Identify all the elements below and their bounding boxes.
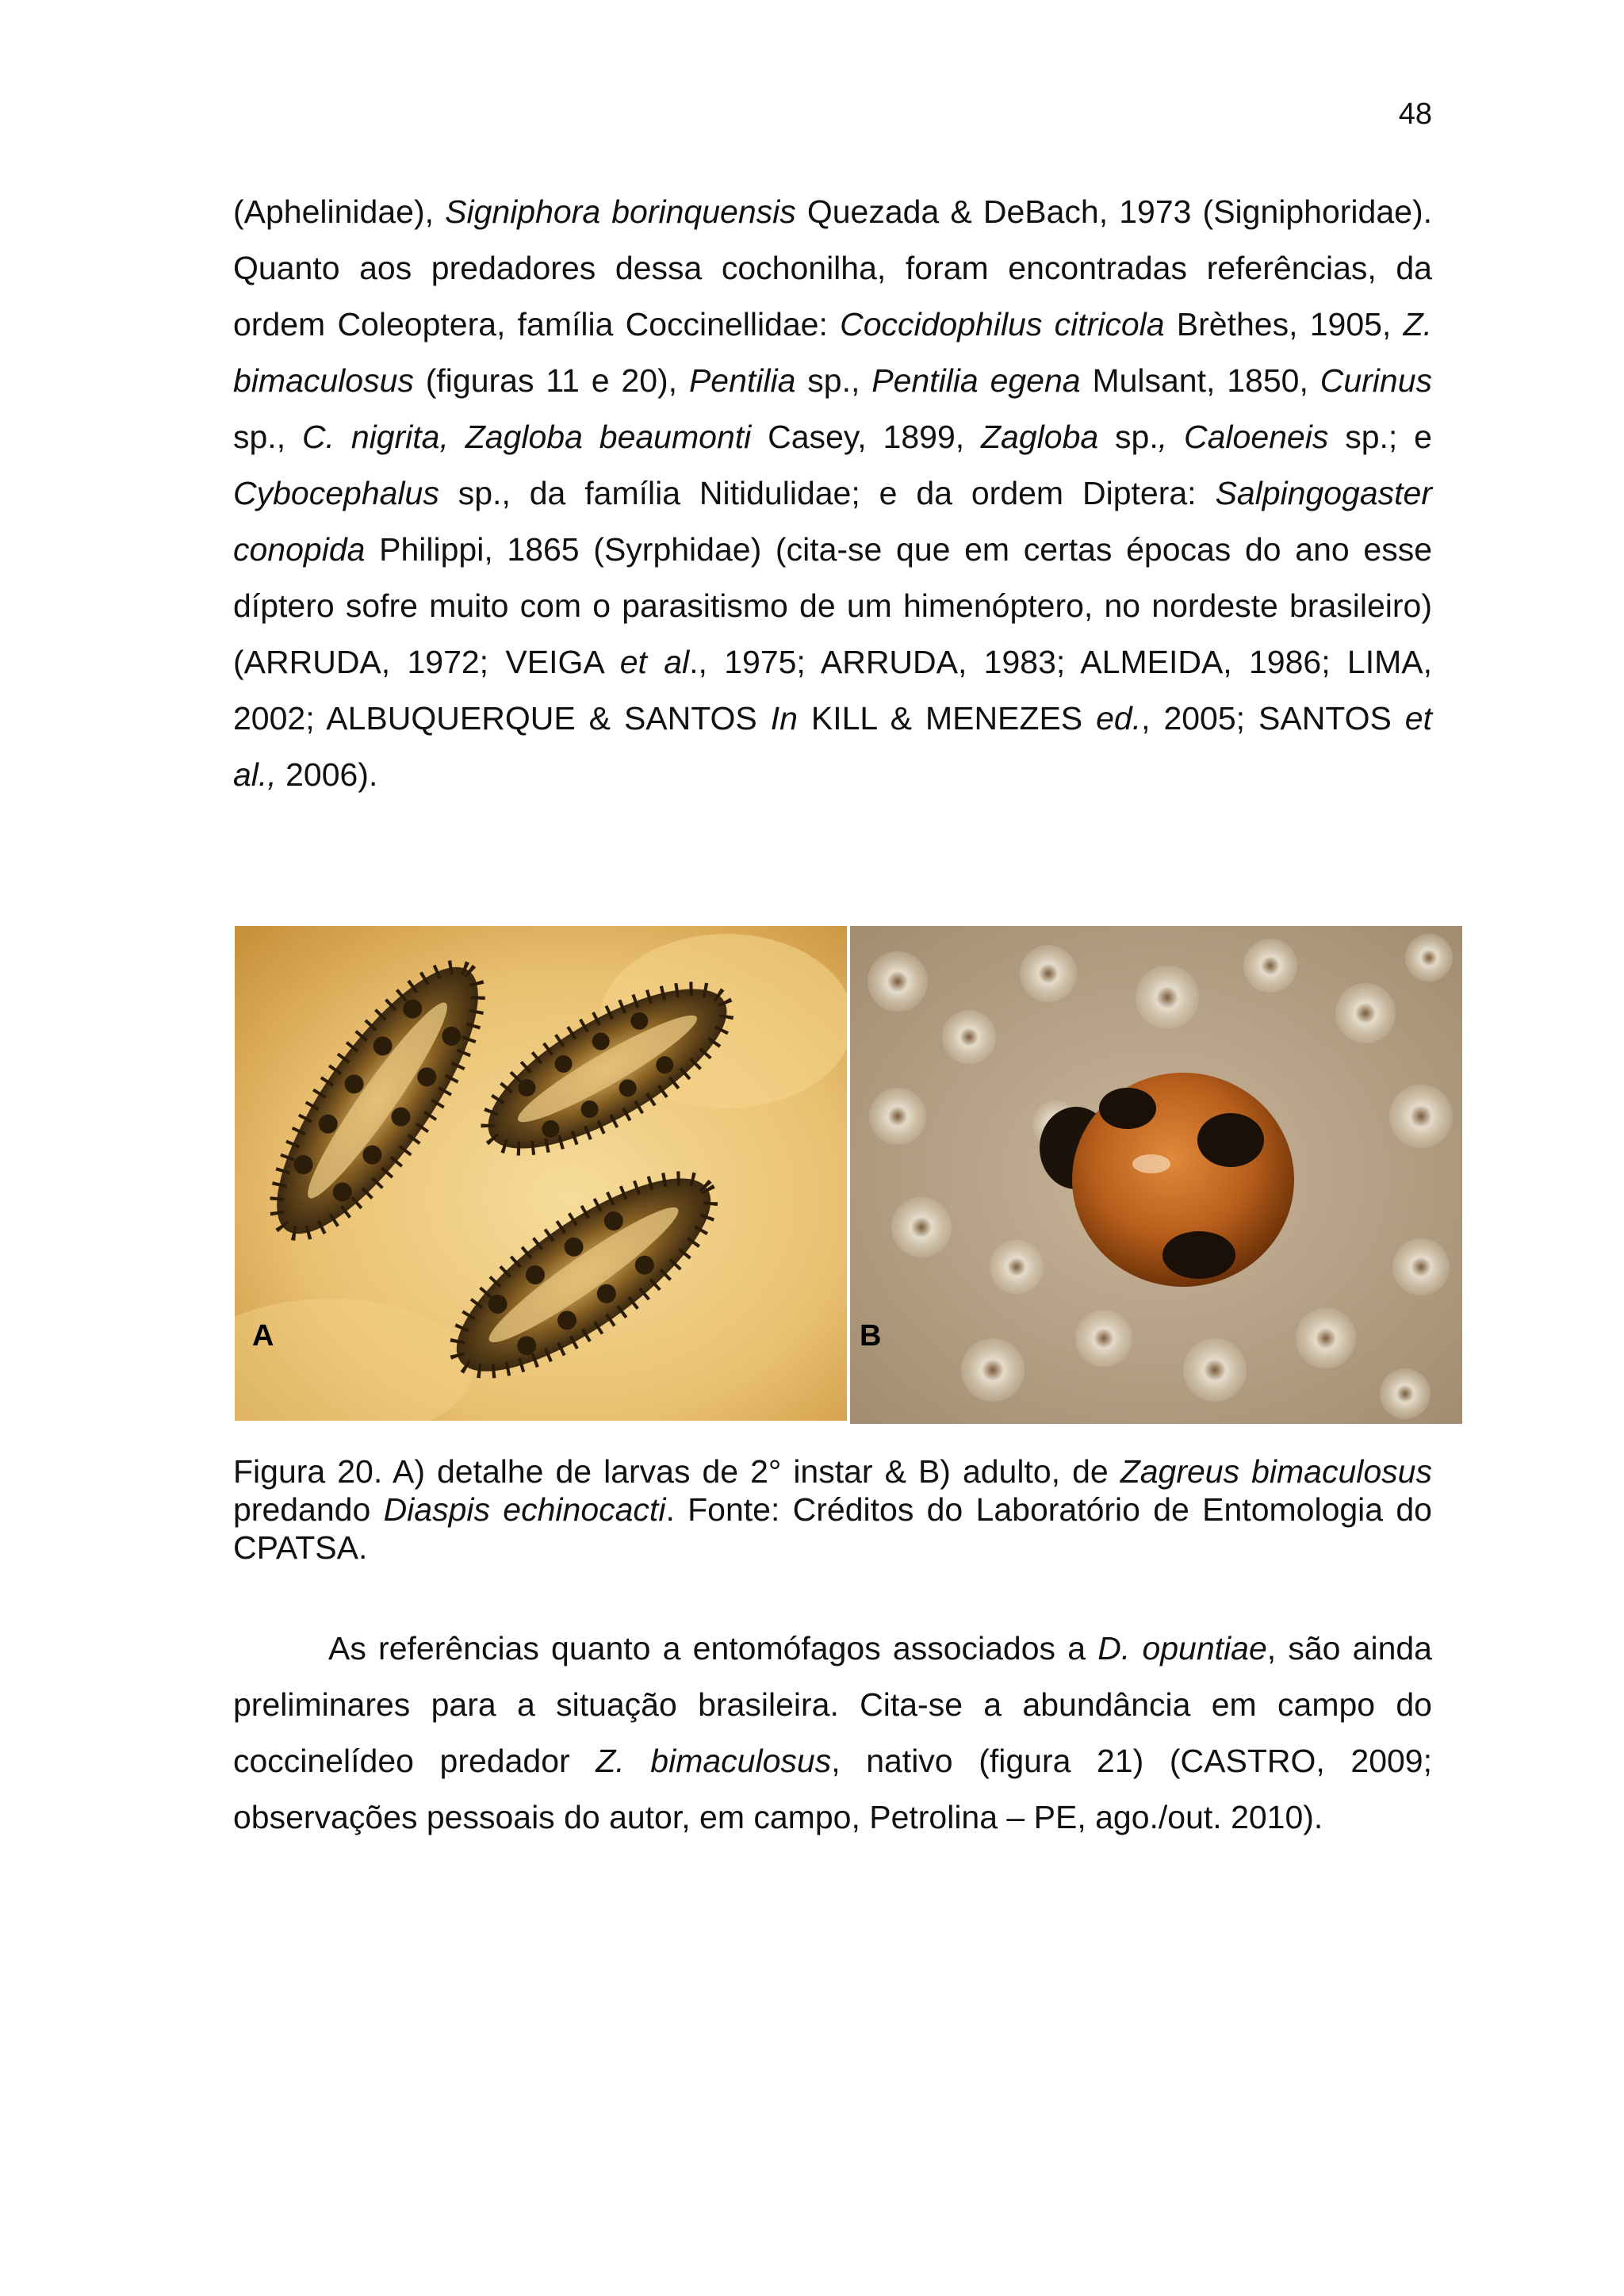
paragraph1-run: Salpingogaster conopida [233, 475, 1432, 568]
caption-run: Zagreus bimaculosus [1120, 1453, 1432, 1490]
paragraph1-run: KILL & MENEZES [797, 700, 1097, 737]
paragraph1-run: Z. bimaculosus [233, 306, 1432, 399]
paragraph1-run: Signiphora borinquensis [445, 193, 796, 230]
caption-run: . Fonte: Créditos do Laboratório de Entomologia do CPATSA. [233, 1491, 1432, 1566]
paragraph1-run: Casey, 1899, [751, 419, 982, 455]
paragraph1-run: et al., [233, 700, 1432, 793]
paragraph1-run: ., 1975; ARRUDA, 1983; ALMEIDA, 1986; LIMA, 2002; ALBUQUERQUE & SANTOS [233, 644, 1432, 737]
paragraph1-run: sp. [1098, 419, 1159, 455]
paragraph1-run: ed. [1096, 700, 1142, 737]
paragraph1-run: Zagloba [981, 419, 1099, 455]
larvae-photo [235, 926, 847, 1421]
paragraph1-run: Quezada & DeBach, 1973 (Signiphoridae). Quanto aos predadores dessa cochonilha, foram encontradas referências, da ordem Coleoptera, família Coccinellidae: [233, 193, 1432, 342]
paragraph-2-text [233, 1621, 1432, 1846]
paragraph1-run: C. nigrita, Zagloba beaumonti [301, 419, 752, 455]
figure-caption [233, 1452, 1432, 1567]
caption-run: Diaspis echinocacti [383, 1491, 666, 1528]
caption-run: predando [233, 1491, 384, 1528]
adult-beetle-photo [850, 926, 1462, 1424]
paragraph1-run: Brèthes, 1905, [1164, 306, 1404, 342]
paragraph1-run: Curinus [1320, 362, 1432, 399]
body-paragraph-2 [233, 1621, 1432, 1846]
paragraph1-run: 2006). [276, 756, 378, 793]
paragraph1-run: (Aphelinidae), [233, 193, 446, 230]
paragraph1-run: sp., [233, 419, 302, 455]
figure-20 [235, 926, 1462, 1424]
panel-b-label: B [860, 1319, 882, 1353]
paragraph2-run: , são ainda preliminares para a situação brasileira. Cita-se a abundância em campo do coccinelídeo predador [233, 1630, 1432, 1779]
panel-a-label: A [252, 1319, 274, 1353]
paragraph1-run: Philippi, 1865 (Syrphidae) (cita-se que em certas épocas do ano esse díptero sofre muito com o parasitismo de um himenóptero, no nordeste brasileiro) (ARRUDA, 1972; VEIGA [233, 531, 1432, 680]
paragraph1-run: , Caloeneis [1158, 419, 1329, 455]
paragraph2-run: D. opuntiae [1097, 1630, 1267, 1667]
paragraph-2-runs [233, 1630, 1432, 1835]
paragraph1-run: (figuras 11 e 20), [413, 362, 689, 399]
body-paragraph-1 [233, 184, 1432, 803]
paragraph2-run: Z. bimaculosus [596, 1743, 832, 1779]
paragraph1-run: Pentilia egena [871, 362, 1081, 399]
paragraph1-run: sp.; e [1328, 419, 1432, 455]
figure-panel-b-adult-photo [850, 926, 1462, 1424]
caption-run: Figura 20. A) detalhe de larvas de 2° instar & B) adulto, de [233, 1453, 1120, 1490]
paragraph1-run: , 2005; SANTOS [1141, 700, 1405, 737]
page-number: 48 [1398, 98, 1432, 131]
paragraph1-run: Pentilia [688, 362, 796, 399]
figure-caption-text [233, 1452, 1432, 1567]
paragraph2-run: As referências quanto a entomófagos associados a [328, 1630, 1098, 1667]
paragraph-1-text [233, 184, 1432, 803]
paragraph1-run: sp., da família Nitidulidae; e da ordem Diptera: [439, 475, 1216, 511]
paragraph2-run: , nativo (figura 21) (CASTRO, 2009; observações pessoais do autor, em campo, Petrolina – PE, ago./out. 2010). [233, 1743, 1433, 1835]
figure-panel-a-larvae-photo [235, 926, 847, 1421]
paragraph1-run: Coccidophilus citricola [840, 306, 1165, 342]
paragraph1-run: Cybocephalus [233, 475, 439, 511]
paragraph1-run: Mulsant, 1850, [1080, 362, 1320, 399]
paragraph1-run: sp., [795, 362, 872, 399]
paragraph1-run: In [770, 700, 798, 737]
paragraph1-run: et al [619, 644, 690, 680]
